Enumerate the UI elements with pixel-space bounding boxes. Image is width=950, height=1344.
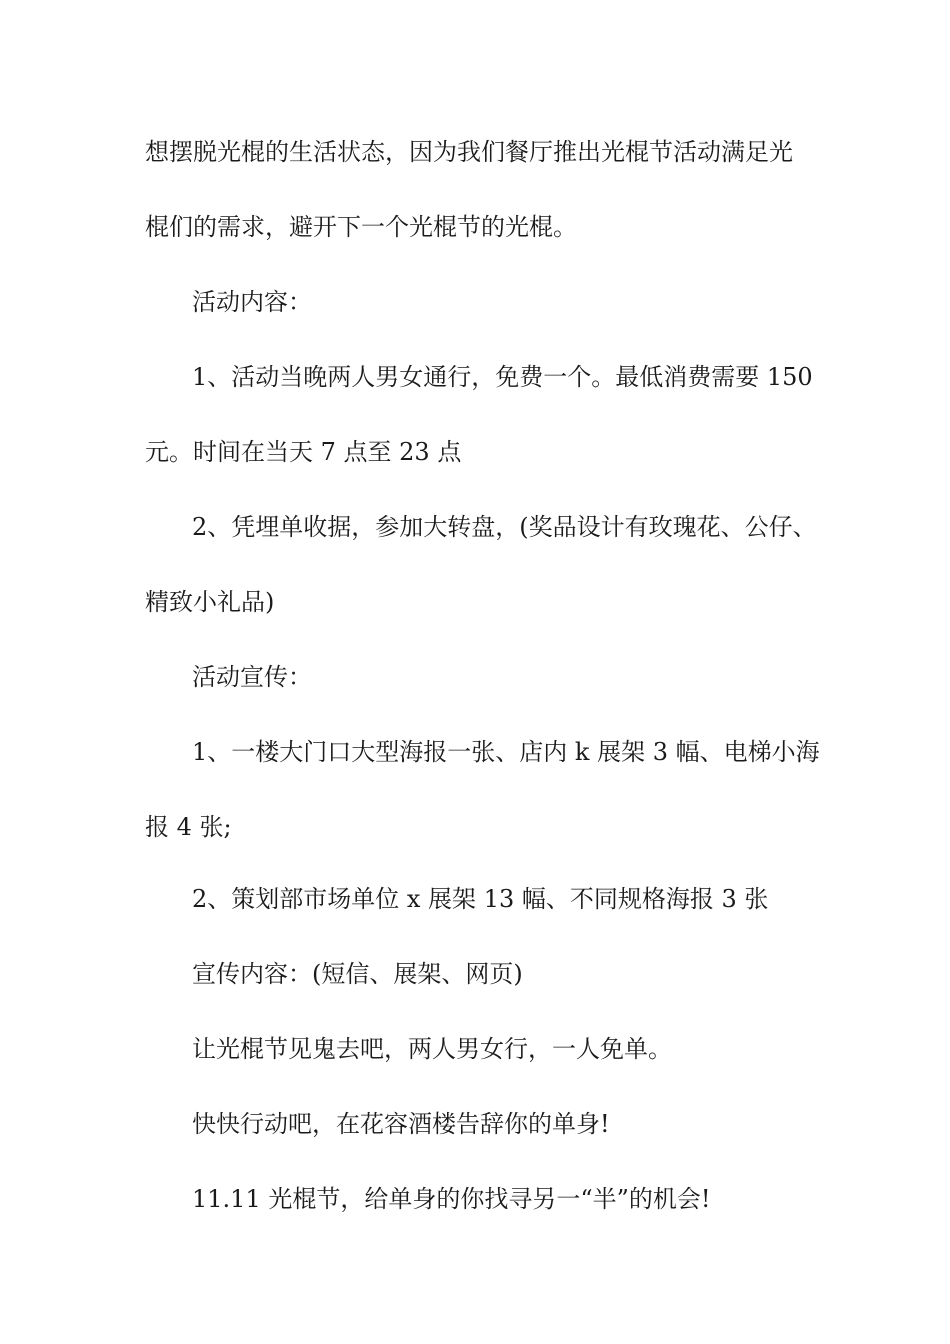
- section-heading-activity-promotion: 活动宣传：: [192, 663, 312, 691]
- paragraph-line: 11.11 光棍节，给单身的你找寻另一“半”的机会!: [192, 1185, 711, 1213]
- paragraph-line: 快快行动吧，在花容酒楼告辞你的单身!: [192, 1110, 610, 1138]
- paragraph-line: 2、凭埋单收据，参加大转盘，(奖品设计有玫瑰花、公仔、: [192, 513, 817, 541]
- paragraph-line: 1、活动当晚两人男女通行，免费一个。最低消费需要 150: [192, 363, 813, 391]
- paragraph-line: 让光棍节见鬼去吧，两人男女行，一人免单。: [192, 1035, 672, 1063]
- section-heading-activity-content: 活动内容：: [192, 288, 312, 316]
- paragraph-line: 2、策划部市场单位 x 展架 13 幅、不同规格海报 3 张: [192, 885, 769, 913]
- paragraph-line: 精致小礼品): [145, 588, 275, 616]
- paragraph-line: 想摆脱光棍的生活状态，因为我们餐厅推出光棍节活动满足光: [145, 138, 793, 166]
- paragraph-line: 棍们的需求，避开下一个光棍节的光棍。: [145, 213, 577, 241]
- paragraph-line: 报 4 张;: [145, 813, 232, 841]
- paragraph-line: 元。时间在当天 7 点至 23 点: [145, 438, 462, 466]
- paragraph-line: 宣传内容：(短信、展架、网页): [192, 960, 523, 988]
- paragraph-line: 1、一楼大门口大型海报一张、店内 k 展架 3 幅、电梯小海: [192, 738, 820, 766]
